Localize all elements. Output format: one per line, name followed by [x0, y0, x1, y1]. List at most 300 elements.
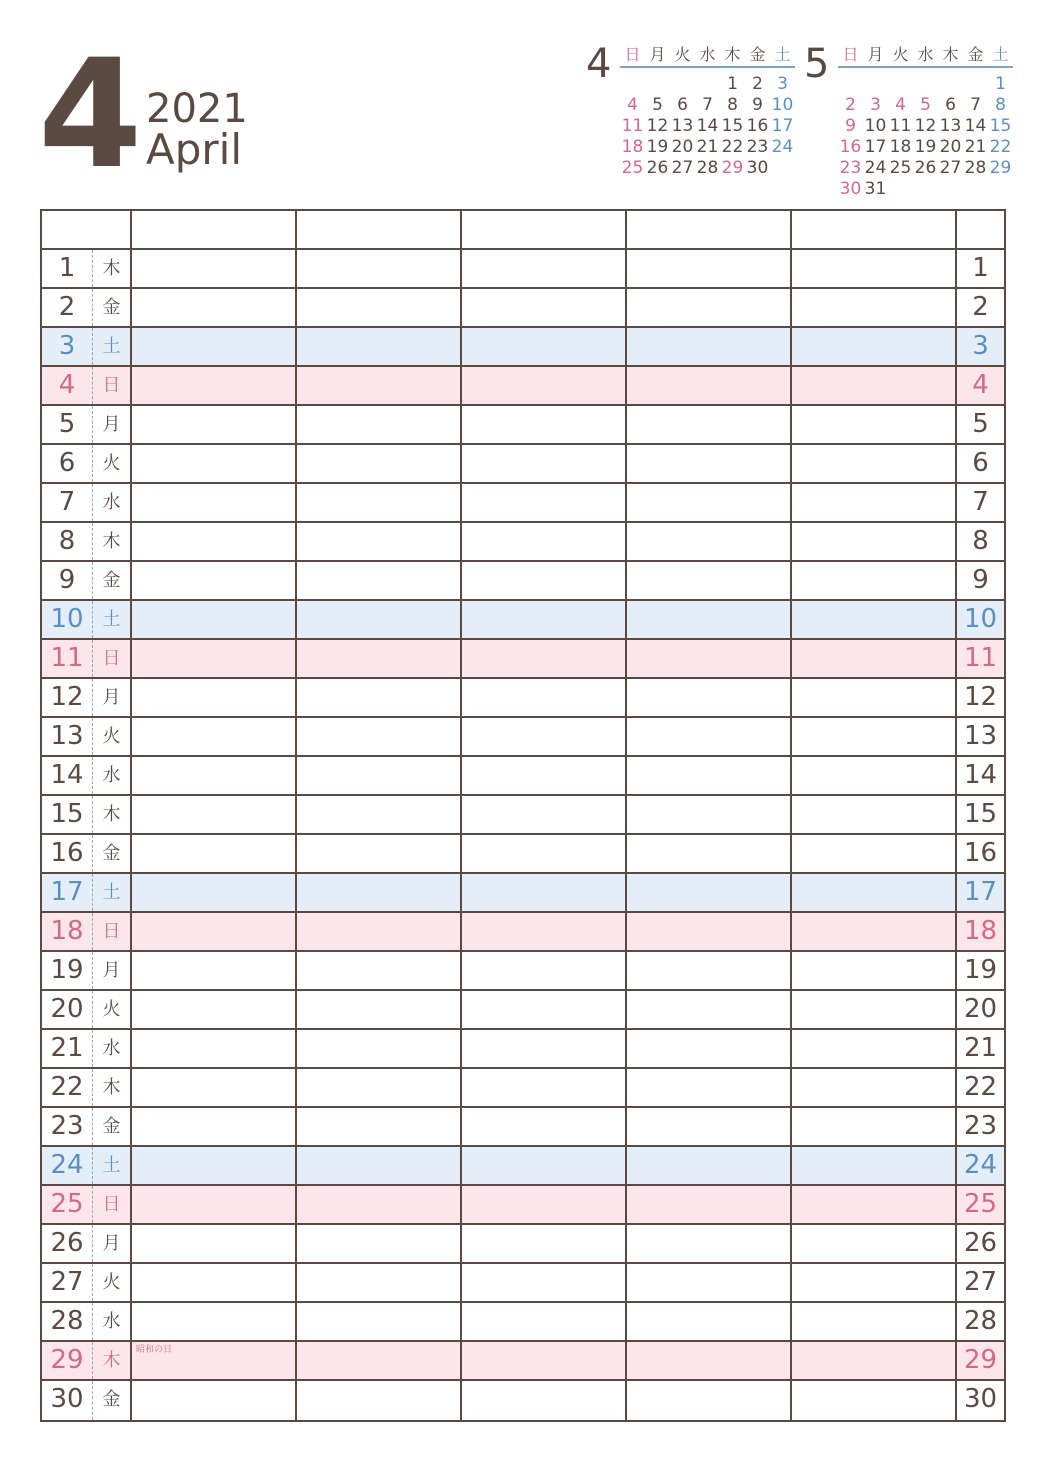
date-cell-right: 18 — [963, 916, 998, 946]
schedule-cell[interactable] — [132, 445, 297, 482]
table-row — [42, 484, 1004, 523]
schedule-cell[interactable] — [627, 1069, 792, 1106]
date-cell-right: 1 — [972, 253, 989, 283]
mini-calendar-week — [620, 137, 795, 158]
schedule-cell[interactable] — [792, 1030, 957, 1067]
mini-calendar-day: 13 — [939, 116, 962, 136]
schedule-cell[interactable] — [792, 1303, 957, 1340]
schedule-cell[interactable] — [297, 757, 462, 794]
schedule-cell[interactable] — [132, 796, 297, 833]
mini-calendar-weekday: 火 — [892, 45, 909, 64]
schedule-cell[interactable] — [627, 679, 792, 716]
date-cell: 1 — [58, 253, 76, 283]
table-row — [42, 991, 1004, 1030]
schedule-cell[interactable] — [297, 952, 462, 989]
schedule-cell[interactable] — [462, 1147, 627, 1184]
schedule-cell[interactable] — [132, 913, 297, 950]
header-cell-member-4[interactable] — [627, 211, 792, 248]
mini-calendar-week — [838, 95, 1013, 116]
header-cell-member-2[interactable] — [297, 211, 462, 248]
schedule-cell[interactable] — [792, 523, 957, 560]
schedule-cell[interactable] — [627, 1303, 792, 1340]
mini-calendar-day: 23 — [839, 158, 862, 178]
schedule-cell[interactable] — [792, 1381, 957, 1420]
weekday-cell: 日 — [92, 913, 132, 950]
schedule-cell[interactable] — [462, 874, 627, 911]
mini-calendar-day: 23 — [746, 137, 769, 157]
schedule-cell[interactable] — [792, 1264, 957, 1301]
mini-calendar-weekday: 土 — [774, 45, 791, 64]
mini-calendar-day: 17 — [771, 116, 794, 136]
mini-calendar-weekday: 金 — [967, 45, 984, 64]
schedule-cell[interactable] — [132, 835, 297, 872]
mini-calendar-day: 21 — [964, 137, 987, 157]
table-row — [42, 289, 1004, 328]
schedule-cell[interactable] — [132, 328, 297, 365]
schedule-cell[interactable] — [462, 1030, 627, 1067]
mini-calendar-day: 29 — [989, 158, 1012, 178]
header-cell-right — [957, 211, 1004, 248]
mini-calendar-day — [963, 179, 988, 200]
table-row — [42, 1147, 1004, 1186]
mini-calendar-day — [913, 74, 938, 95]
mini-calendar-month-number: 5 — [804, 41, 830, 87]
schedule-cell[interactable] — [132, 991, 297, 1028]
date-cell-right: 23 — [963, 1111, 998, 1141]
mini-calendar-day: 4 — [627, 95, 638, 115]
schedule-cell[interactable] — [462, 913, 627, 950]
schedule-cell[interactable] — [297, 796, 462, 833]
weekday-cell: 日 — [92, 367, 132, 404]
schedule-cell[interactable] — [132, 679, 297, 716]
weekday-cell: 月 — [92, 679, 132, 716]
schedule-cell[interactable] — [462, 367, 627, 404]
date-cell-right: 2 — [972, 292, 989, 322]
mini-calendar-day: 25 — [621, 158, 644, 178]
mini-calendar-day: 15 — [989, 116, 1012, 136]
table-row — [42, 562, 1004, 601]
schedule-cell[interactable] — [132, 562, 297, 599]
mini-calendar-day — [770, 158, 795, 179]
schedule-cell[interactable] — [297, 289, 462, 326]
date-cell: 26 — [50, 1228, 84, 1258]
mini-calendar-day: 28 — [696, 158, 719, 178]
schedule-cell[interactable] — [627, 835, 792, 872]
schedule-cell[interactable] — [297, 1303, 462, 1340]
schedule-cell[interactable] — [132, 289, 297, 326]
schedule-cell[interactable] — [462, 757, 627, 794]
schedule-cell[interactable] — [792, 913, 957, 950]
mini-calendar-day: 12 — [914, 116, 937, 136]
mini-calendar-week — [838, 179, 1013, 200]
date-cell-right: 15 — [963, 799, 998, 829]
date-cell: 29 — [50, 1345, 84, 1375]
schedule-cell[interactable] — [462, 523, 627, 560]
schedule-cell[interactable] — [462, 718, 627, 755]
table-row — [42, 406, 1004, 445]
schedule-cell[interactable] — [627, 445, 792, 482]
mini-calendar-day: 13 — [671, 116, 694, 136]
schedule-cell[interactable] — [627, 367, 792, 404]
mini-calendar-day — [695, 74, 720, 95]
date-cell-right: 25 — [963, 1189, 998, 1219]
date-cell-right: 13 — [963, 721, 998, 751]
mini-calendar-day: 3 — [777, 74, 788, 94]
mini-calendar-day: 8 — [995, 95, 1006, 115]
mini-calendar-day: 10 — [864, 116, 887, 136]
schedule-cell[interactable] — [462, 1303, 627, 1340]
mini-calendar-day: 27 — [939, 158, 962, 178]
schedule-cell[interactable] — [462, 289, 627, 326]
schedule-cell[interactable] — [792, 445, 957, 482]
table-row — [42, 796, 1004, 835]
date-cell-right: 17 — [963, 877, 998, 907]
schedule-cell[interactable] — [627, 757, 792, 794]
date-cell: 5 — [58, 409, 76, 439]
schedule-cell[interactable] — [132, 1186, 297, 1223]
date-cell: 30 — [50, 1384, 84, 1414]
weekday-cell: 水 — [92, 1030, 132, 1067]
schedule-cell[interactable] — [627, 250, 792, 287]
schedule-cell[interactable] — [462, 406, 627, 443]
schedule-cell[interactable] — [297, 1342, 462, 1379]
schedule-cell[interactable] — [297, 1030, 462, 1067]
schedule-cell[interactable] — [297, 874, 462, 911]
mini-calendar-day — [888, 179, 913, 200]
schedule-table — [40, 209, 1006, 1422]
schedule-cell[interactable] — [462, 1381, 627, 1420]
schedule-cell[interactable] — [462, 679, 627, 716]
schedule-cell[interactable] — [792, 640, 957, 677]
schedule-cell[interactable] — [462, 640, 627, 677]
mini-calendar-grid — [620, 44, 795, 179]
schedule-cell[interactable] — [462, 601, 627, 638]
schedule-cell[interactable] — [792, 250, 957, 287]
table-row — [42, 679, 1004, 718]
schedule-cell[interactable] — [132, 1147, 297, 1184]
weekday-cell: 月 — [92, 1225, 132, 1262]
date-cell: 24 — [50, 1150, 84, 1180]
mini-calendar-day: 16 — [746, 116, 769, 136]
schedule-cell[interactable] — [627, 1225, 792, 1262]
schedule-cell[interactable] — [792, 562, 957, 599]
schedule-cell[interactable] — [462, 796, 627, 833]
weekday-cell: 火 — [92, 991, 132, 1028]
mini-calendar-weekday: 月 — [867, 45, 884, 64]
date-cell-right: 10 — [963, 604, 998, 634]
schedule-cell[interactable] — [132, 406, 297, 443]
mini-calendar-day: 8 — [727, 95, 738, 115]
date-cell-right: 12 — [963, 682, 998, 712]
schedule-cell[interactable] — [792, 991, 957, 1028]
schedule-cell[interactable] — [792, 484, 957, 521]
date-cell: 20 — [50, 994, 84, 1024]
schedule-cell[interactable] — [462, 1069, 627, 1106]
schedule-cell[interactable] — [792, 1225, 957, 1262]
mini-calendar-week — [838, 74, 1013, 95]
schedule-cell[interactable] — [792, 718, 957, 755]
schedule-cell[interactable] — [792, 328, 957, 365]
weekday-cell: 日 — [92, 640, 132, 677]
weekday-cell: 火 — [92, 1264, 132, 1301]
schedule-cell[interactable] — [297, 601, 462, 638]
weekday-cell: 金 — [92, 1108, 132, 1145]
schedule-cell[interactable] — [297, 1381, 462, 1420]
schedule-cell[interactable] — [297, 250, 462, 287]
schedule-cell[interactable] — [132, 1030, 297, 1067]
schedule-cell[interactable] — [132, 367, 297, 404]
schedule-cell[interactable] — [627, 640, 792, 677]
mini-calendar-day: 18 — [621, 137, 644, 157]
weekday-cell: 木 — [92, 250, 132, 287]
schedule-cell[interactable] — [627, 1147, 792, 1184]
mini-calendar-day — [888, 74, 913, 95]
date-cell: 8 — [58, 526, 76, 556]
schedule-cell[interactable] — [627, 1186, 792, 1223]
schedule-cell[interactable] — [297, 523, 462, 560]
mini-calendar-day: 15 — [721, 116, 744, 136]
schedule-cell[interactable] — [132, 484, 297, 521]
mini-calendar-day: 19 — [914, 137, 937, 157]
schedule-cell[interactable] — [627, 1264, 792, 1301]
schedule-cell[interactable] — [297, 913, 462, 950]
schedule-cell[interactable] — [132, 523, 297, 560]
schedule-cell[interactable] — [462, 1186, 627, 1223]
schedule-cell[interactable] — [627, 874, 792, 911]
date-cell: 16 — [50, 838, 84, 868]
mini-calendar-day: 9 — [752, 95, 763, 115]
mini-calendar-day: 7 — [702, 95, 713, 115]
mini-calendar-day: 14 — [696, 116, 719, 136]
weekday-cell: 土 — [92, 328, 132, 365]
schedule-cell[interactable] — [132, 718, 297, 755]
schedule-cell[interactable] — [792, 835, 957, 872]
schedule-cell[interactable] — [297, 562, 462, 599]
schedule-cell[interactable] — [132, 1108, 297, 1145]
date-cell: 15 — [50, 799, 84, 829]
mini-calendar-day: 5 — [652, 95, 663, 115]
mini-calendar-day: 20 — [939, 137, 962, 157]
schedule-cell[interactable] — [627, 991, 792, 1028]
table-row — [42, 1303, 1004, 1342]
mini-calendar-day: 24 — [864, 158, 887, 178]
schedule-cell[interactable] — [792, 1186, 957, 1223]
schedule-cell[interactable] — [792, 679, 957, 716]
schedule-cell[interactable] — [297, 406, 462, 443]
table-row — [42, 1264, 1004, 1303]
schedule-cell[interactable] — [297, 1225, 462, 1262]
schedule-cell[interactable] — [297, 1108, 462, 1145]
schedule-cell[interactable] — [132, 250, 297, 287]
mini-calendar-weekday: 水 — [699, 45, 716, 64]
mini-calendar-day: 3 — [870, 95, 881, 115]
schedule-cell[interactable] — [627, 1342, 792, 1379]
schedule-cell[interactable] — [132, 757, 297, 794]
mini-calendar-day: 6 — [677, 95, 688, 115]
schedule-cell[interactable] — [627, 718, 792, 755]
schedule-cell[interactable] — [297, 679, 462, 716]
mini-calendar-week — [620, 95, 795, 116]
schedule-cell[interactable] — [132, 1303, 297, 1340]
mini-calendar-day — [645, 74, 670, 95]
table-row — [42, 1225, 1004, 1264]
schedule-cell[interactable] — [297, 1069, 462, 1106]
schedule-cell[interactable] — [792, 289, 957, 326]
schedule-cell[interactable] — [462, 484, 627, 521]
mini-calendar-weekday: 月 — [649, 45, 666, 64]
table-row — [42, 835, 1004, 874]
date-cell-right: 29 — [963, 1345, 998, 1375]
schedule-cell[interactable] — [132, 601, 297, 638]
year-label: 2021 — [146, 86, 248, 132]
schedule-cell[interactable] — [627, 913, 792, 950]
schedule-cell[interactable] — [792, 406, 957, 443]
schedule-cell[interactable] — [792, 952, 957, 989]
schedule-cell[interactable] — [462, 1264, 627, 1301]
mini-calendar-day: 28 — [964, 158, 987, 178]
header-cell-member-1[interactable] — [132, 211, 297, 248]
date-cell-right: 27 — [963, 1267, 998, 1297]
schedule-cell[interactable] — [132, 874, 297, 911]
header-cell-member-5[interactable] — [792, 211, 957, 248]
date-cell-right: 22 — [963, 1072, 998, 1102]
mini-calendar-week — [620, 158, 795, 179]
schedule-cell[interactable] — [627, 796, 792, 833]
date-cell-right: 21 — [963, 1033, 998, 1063]
schedule-cell[interactable] — [627, 289, 792, 326]
schedule-cell[interactable] — [792, 1069, 957, 1106]
schedule-cell[interactable] — [627, 1381, 792, 1420]
mini-calendar-day: 24 — [771, 137, 794, 157]
mini-calendar-day: 5 — [920, 95, 931, 115]
mini-calendar-day — [620, 74, 645, 95]
schedule-cell[interactable] — [297, 991, 462, 1028]
schedule-cell[interactable] — [297, 718, 462, 755]
schedule-cell[interactable] — [462, 835, 627, 872]
date-cell: 17 — [50, 877, 84, 907]
schedule-cell[interactable] — [462, 1342, 627, 1379]
schedule-cell[interactable] — [132, 1069, 297, 1106]
mini-calendar-weekday-row — [838, 44, 1013, 68]
schedule-cell[interactable] — [297, 1264, 462, 1301]
mini-calendar-weekday: 水 — [917, 45, 934, 64]
schedule-cell[interactable] — [297, 367, 462, 404]
mini-calendar-day — [938, 179, 963, 200]
date-cell: 25 — [50, 1189, 84, 1219]
schedule-cell[interactable] — [297, 1147, 462, 1184]
schedule-cell[interactable] — [627, 484, 792, 521]
weekday-cell: 木 — [92, 523, 132, 560]
table-row — [42, 913, 1004, 952]
date-cell: 23 — [50, 1111, 84, 1141]
schedule-cell[interactable] — [627, 952, 792, 989]
weekday-cell: 木 — [92, 1069, 132, 1106]
mini-calendar-weekday: 金 — [749, 45, 766, 64]
schedule-cell[interactable] — [792, 1342, 957, 1379]
table-row — [42, 952, 1004, 991]
schedule-cell[interactable] — [297, 1186, 462, 1223]
mini-calendar-week — [620, 74, 795, 95]
table-row — [42, 601, 1004, 640]
schedule-cell[interactable] — [627, 328, 792, 365]
schedule-cell[interactable] — [627, 1108, 792, 1145]
table-row — [42, 523, 1004, 562]
schedule-cell[interactable] — [792, 367, 957, 404]
weekday-cell: 金 — [92, 289, 132, 326]
date-cell-right: 19 — [963, 955, 998, 985]
weekday-cell: 月 — [92, 406, 132, 443]
schedule-cell[interactable] — [792, 1147, 957, 1184]
schedule-cell[interactable] — [297, 835, 462, 872]
mini-calendar-day: 25 — [889, 158, 912, 178]
mini-calendar-day: 22 — [989, 137, 1012, 157]
mini-calendar-day: 12 — [646, 116, 669, 136]
date-cell: 3 — [58, 331, 76, 361]
schedule-cell[interactable] — [297, 640, 462, 677]
schedule-cell[interactable] — [792, 757, 957, 794]
table-row — [42, 445, 1004, 484]
schedule-cell[interactable] — [462, 1108, 627, 1145]
schedule-cell[interactable] — [627, 406, 792, 443]
mini-calendar-day: 10 — [771, 95, 794, 115]
schedule-cell[interactable] — [462, 250, 627, 287]
mini-calendar-day: 11 — [889, 116, 912, 136]
header-cell-member-3[interactable] — [462, 211, 627, 248]
schedule-cell[interactable] — [627, 523, 792, 560]
mini-calendar-day: 4 — [895, 95, 906, 115]
schedule-cell[interactable] — [132, 1264, 297, 1301]
mini-calendar-day: 26 — [646, 158, 669, 178]
schedule-cell[interactable] — [627, 1030, 792, 1067]
schedule-cell[interactable] — [462, 562, 627, 599]
weekday-cell: 月 — [92, 952, 132, 989]
schedule-cell[interactable] — [462, 445, 627, 482]
date-cell-right: 6 — [972, 448, 989, 478]
schedule-cell[interactable] — [462, 952, 627, 989]
schedule-cell[interactable] — [132, 1225, 297, 1262]
weekday-cell: 金 — [92, 835, 132, 872]
schedule-cell[interactable] — [462, 991, 627, 1028]
schedule-cell[interactable] — [792, 1108, 957, 1145]
schedule-cell[interactable] — [792, 796, 957, 833]
schedule-cell[interactable] — [462, 328, 627, 365]
schedule-cell[interactable] — [132, 1342, 297, 1379]
month-name-label: April — [146, 125, 242, 174]
mini-calendar-grid — [838, 44, 1013, 200]
weekday-cell: 土 — [92, 1147, 132, 1184]
mini-calendar-day: 7 — [970, 95, 981, 115]
schedule-cell[interactable] — [627, 562, 792, 599]
schedule-cell[interactable] — [132, 1381, 297, 1420]
schedule-cell[interactable] — [132, 952, 297, 989]
schedule-cell[interactable] — [132, 640, 297, 677]
schedule-cell[interactable] — [297, 484, 462, 521]
schedule-cell[interactable] — [297, 445, 462, 482]
mini-calendar-day — [838, 74, 863, 95]
mini-calendar-day: 11 — [621, 116, 644, 136]
schedule-cell[interactable] — [792, 874, 957, 911]
schedule-cell[interactable] — [792, 601, 957, 638]
weekday-cell: 土 — [92, 874, 132, 911]
date-cell: 13 — [50, 721, 84, 751]
header-cell-date[interactable] — [42, 211, 132, 248]
schedule-cell[interactable] — [297, 328, 462, 365]
mini-calendar-day: 2 — [752, 74, 763, 94]
schedule-cell[interactable] — [462, 1225, 627, 1262]
schedule-cell[interactable] — [627, 601, 792, 638]
mini-calendar-week — [838, 158, 1013, 179]
table-row — [42, 1030, 1004, 1069]
